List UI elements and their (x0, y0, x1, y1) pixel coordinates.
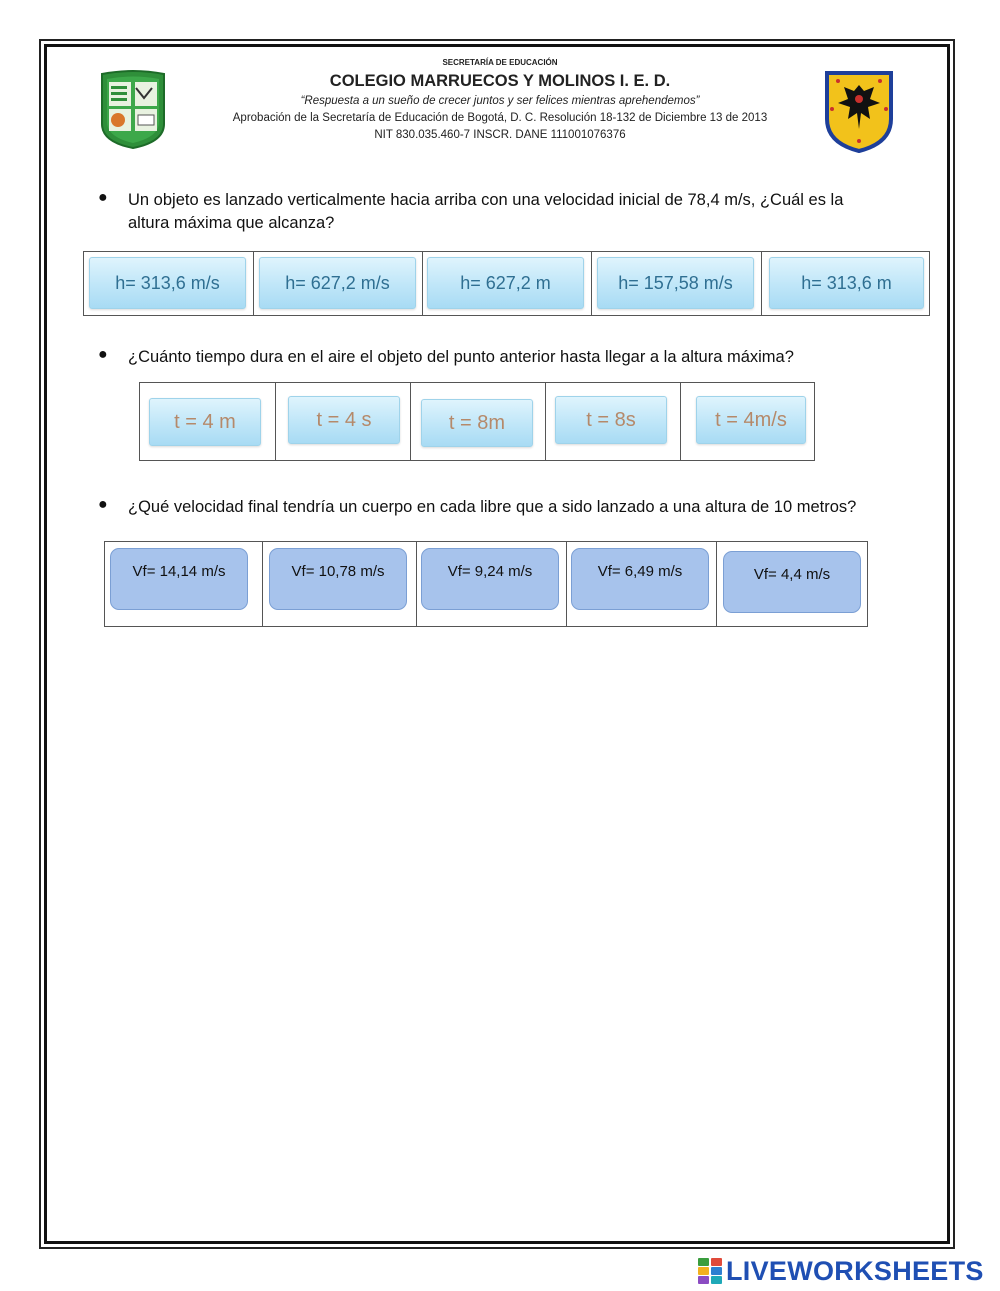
option-cell (423, 252, 592, 315)
question-2 (128, 346, 928, 369)
answer-option-button[interactable]: t = 8s (555, 396, 667, 444)
option-cell (417, 542, 567, 626)
option-cell (276, 383, 411, 460)
option-cell (263, 542, 417, 626)
liveworksheets-logo-icon (698, 1258, 722, 1284)
question-1 (128, 189, 928, 235)
question-3 (128, 496, 938, 519)
liveworksheets-brand (698, 1256, 984, 1286)
question-2-options-table (139, 382, 815, 461)
answer-option-button[interactable]: Vf= 9,24 m/s (421, 548, 559, 610)
answer-option-button[interactable]: h= 313,6 m/s (89, 257, 246, 309)
question-3-line-1: ¿Qué velocidad final tendría un cuerpo en cada libre que a sido lanzado a una altura de 10 metros? (128, 498, 857, 516)
question-1-line-2: altura máxima que alcanza? (128, 214, 335, 232)
answer-option-button[interactable]: Vf= 14,14 m/s (110, 548, 248, 610)
bullet-icon: ● (98, 189, 108, 206)
question-1-options-table (83, 251, 930, 316)
liveworksheets-brand-text: LIVEWORKSHEETS (726, 1255, 984, 1286)
bullet-icon: ● (98, 496, 108, 513)
question-3-options-table (104, 541, 868, 627)
answer-option-button[interactable]: h= 313,6 m (769, 257, 924, 309)
option-cell (105, 542, 263, 626)
department-label: SECRETARÍA DE EDUCACIÓN (442, 58, 558, 67)
answer-option-button[interactable]: t = 4 s (288, 396, 400, 444)
school-crest-logo (98, 68, 168, 150)
question-2-line-1: ¿Cuánto tiempo dura en el aire el objeto del punto anterior hasta llegar a la altura máxima? (128, 348, 794, 366)
question-1-line-1: Un objeto es lanzado verticalmente hacia arriba con una velocidad inicial de 78,4 m/s, ¿Cuál es la (128, 191, 844, 209)
option-cell (254, 252, 423, 315)
answer-option-button[interactable]: t = 4m/s (696, 396, 806, 444)
option-cell (84, 252, 254, 315)
answer-option-button[interactable]: Vf= 10,78 m/s (269, 548, 407, 610)
option-cell (762, 252, 929, 315)
school-header (180, 57, 820, 144)
school-motto: “Respuesta a un sueño de crecer juntos y ser felices mientras aprehendemos” (300, 95, 700, 107)
option-cell (681, 383, 814, 460)
option-cell (411, 383, 546, 460)
option-cell (546, 383, 681, 460)
option-cell (717, 542, 867, 626)
option-cell (140, 383, 276, 460)
option-cell (567, 542, 717, 626)
bogota-coat-of-arms-logo (824, 69, 894, 153)
answer-option-button[interactable]: Vf= 6,49 m/s (571, 548, 709, 610)
answer-option-button[interactable]: t = 8m (421, 399, 533, 447)
nit-line: NIT 830.035.460-7 INSCR. DANE 111001076376 (374, 129, 626, 141)
answer-option-button[interactable]: Vf= 4,4 m/s (723, 551, 861, 613)
answer-option-button[interactable]: h= 157,58 m/s (597, 257, 754, 309)
approval-line: Aprobación de la Secretaría de Educación de Bogotá, D. C. Resolución 18-132 de Diciembre 13 de 2013 (232, 112, 768, 124)
school-name: COLEGIO MARRUECOS Y MOLINOS I. E. D. (329, 72, 671, 90)
answer-option-button[interactable]: t = 4 m (149, 398, 261, 446)
answer-option-button[interactable]: h= 627,2 m (427, 257, 584, 309)
option-cell (592, 252, 762, 315)
answer-option-button[interactable]: h= 627,2 m/s (259, 257, 416, 309)
bullet-icon: ● (98, 346, 108, 363)
